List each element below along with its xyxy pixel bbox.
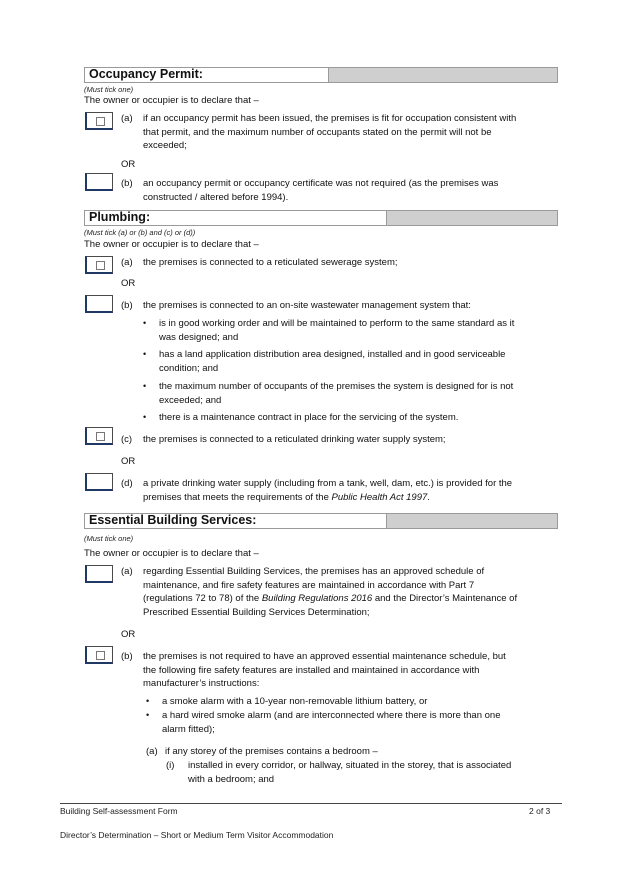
bullet-icon: • xyxy=(146,696,150,706)
or-separator: OR xyxy=(121,629,136,640)
bullet-icon: • xyxy=(143,349,147,359)
instruction-note: (Must tick one) xyxy=(84,534,134,543)
sub-sub-option-label: (i) xyxy=(166,760,175,771)
plumbing-section-header xyxy=(84,210,558,226)
plumbing-d-text: a private drinking water supply (including from a tank, well, dam, etc.) is provided for the premises that meets the requirements of the Public Health Act 1997. xyxy=(143,478,513,503)
bullet-item: has a land application distribution area designed, installed and in good serviceable condition; and xyxy=(159,349,506,374)
declaration-intro: The owner or occupier is to declare that – xyxy=(84,239,259,250)
option-label: (c) xyxy=(121,434,133,445)
plumbing-a-checkbox[interactable] xyxy=(85,256,113,274)
header-shading xyxy=(328,68,557,82)
occupancy-b-text: an occupancy permit or occupancy certificate was not required (as the premises was constructed / altered before 1994). xyxy=(143,178,499,203)
sub-option-text: if any storey of the premises contains a bedroom – xyxy=(165,746,378,757)
essential-b-text: the premises is not required to have an approved essential maintenance schedule, but the following fire safety features are installed and maintained in accordance with manufacturer’s instructions: xyxy=(143,651,506,689)
declaration-intro: The owner or occupier is to declare that – xyxy=(84,548,259,559)
or-separator: OR xyxy=(121,456,136,467)
bullet-item: is in good working order and will be maintained to perform to the same standard as it was designed; and xyxy=(159,318,515,343)
essential-building-services-section-header xyxy=(84,513,558,529)
section-title: Occupancy Permit: xyxy=(89,67,203,81)
instruction-note: (Must tick (a) or (b) and (c) or (d)) xyxy=(84,228,196,237)
plumbing-b-text: the premises is connected to an on-site wastewater management system that: xyxy=(143,300,471,311)
plumbing-c-text: the premises is connected to a reticulated drinking water supply system; xyxy=(143,434,446,445)
plumbing-c-checkbox[interactable] xyxy=(85,427,113,445)
option-label: (a) xyxy=(121,257,133,268)
checkbox-glyph-icon xyxy=(96,651,105,660)
page-number: 2 of 3 xyxy=(529,806,551,816)
option-label: (b) xyxy=(121,178,133,189)
footer-determination-title: Director’s Determination – Short or Medium Term Visitor Accommodation xyxy=(60,830,334,840)
bullet-item: there is a maintenance contract in place for the servicing of the system. xyxy=(159,412,459,423)
header-shading xyxy=(386,211,557,225)
bullet-icon: • xyxy=(143,381,147,391)
occupancy-b-checkbox[interactable] xyxy=(85,173,113,191)
occupancy-a-text: if an occupancy permit has been issued, the premises is fit for occupation consistent with that permit, and the maximum number of occupants stated on the permit will not be exceeded; xyxy=(143,113,517,151)
footer-form-title: Building Self-assessment Form xyxy=(60,806,178,816)
checkbox-glyph-icon xyxy=(96,117,105,126)
sub-option-label: (a) xyxy=(146,746,158,757)
essential-b-checkbox[interactable] xyxy=(85,646,113,664)
option-label: (a) xyxy=(121,566,133,577)
bullet-icon: • xyxy=(146,710,150,720)
sub-sub-option-text: installed in every corridor, or hallway, situated in the storey, that is associated with a bedroom; and xyxy=(188,760,512,785)
checkbox-glyph-icon xyxy=(96,432,105,441)
occupancy-a-checkbox[interactable] xyxy=(85,112,113,130)
plumbing-d-checkbox[interactable] xyxy=(85,473,113,491)
or-separator: OR xyxy=(121,278,136,289)
bullet-item: the maximum number of occupants of the premises the system is designed for is not exceeded; and xyxy=(159,381,514,406)
essential-a-text: regarding Essential Building Services, the premises has an approved schedule of maintenance, and fire safety features are maintained in accordance with Part 7 (regulations 72 to 78) of the Building Regulations 2016 and the Director’s Maintenance of Prescribed Essential Building Services Determination; xyxy=(143,566,518,618)
plumbing-a-text: the premises is connected to a reticulated sewerage system; xyxy=(143,257,398,268)
declaration-intro: The owner or occupier is to declare that – xyxy=(84,95,259,106)
bullet-icon: • xyxy=(143,318,147,328)
option-label: (a) xyxy=(121,113,133,124)
option-label: (b) xyxy=(121,300,133,311)
footer-divider xyxy=(60,803,562,804)
plumbing-b-checkbox[interactable] xyxy=(85,295,113,313)
section-title: Plumbing: xyxy=(89,210,151,224)
option-label: (b) xyxy=(121,651,133,662)
checkbox-glyph-icon xyxy=(96,261,105,270)
section-title: Essential Building Services: xyxy=(89,513,257,527)
bullet-item: a smoke alarm with a 10-year non-removable lithium battery, or xyxy=(162,696,428,707)
header-shading xyxy=(386,514,557,528)
or-separator: OR xyxy=(121,159,136,170)
occupancy-permit-section-header xyxy=(84,67,558,83)
instruction-note: (Must tick one) xyxy=(84,85,134,94)
essential-a-checkbox[interactable] xyxy=(85,565,113,583)
bullet-item: a hard wired smoke alarm (and are interconnected where there is more than one alarm fitted); xyxy=(162,710,501,735)
bullet-icon: • xyxy=(143,412,147,422)
option-label: (d) xyxy=(121,478,133,489)
